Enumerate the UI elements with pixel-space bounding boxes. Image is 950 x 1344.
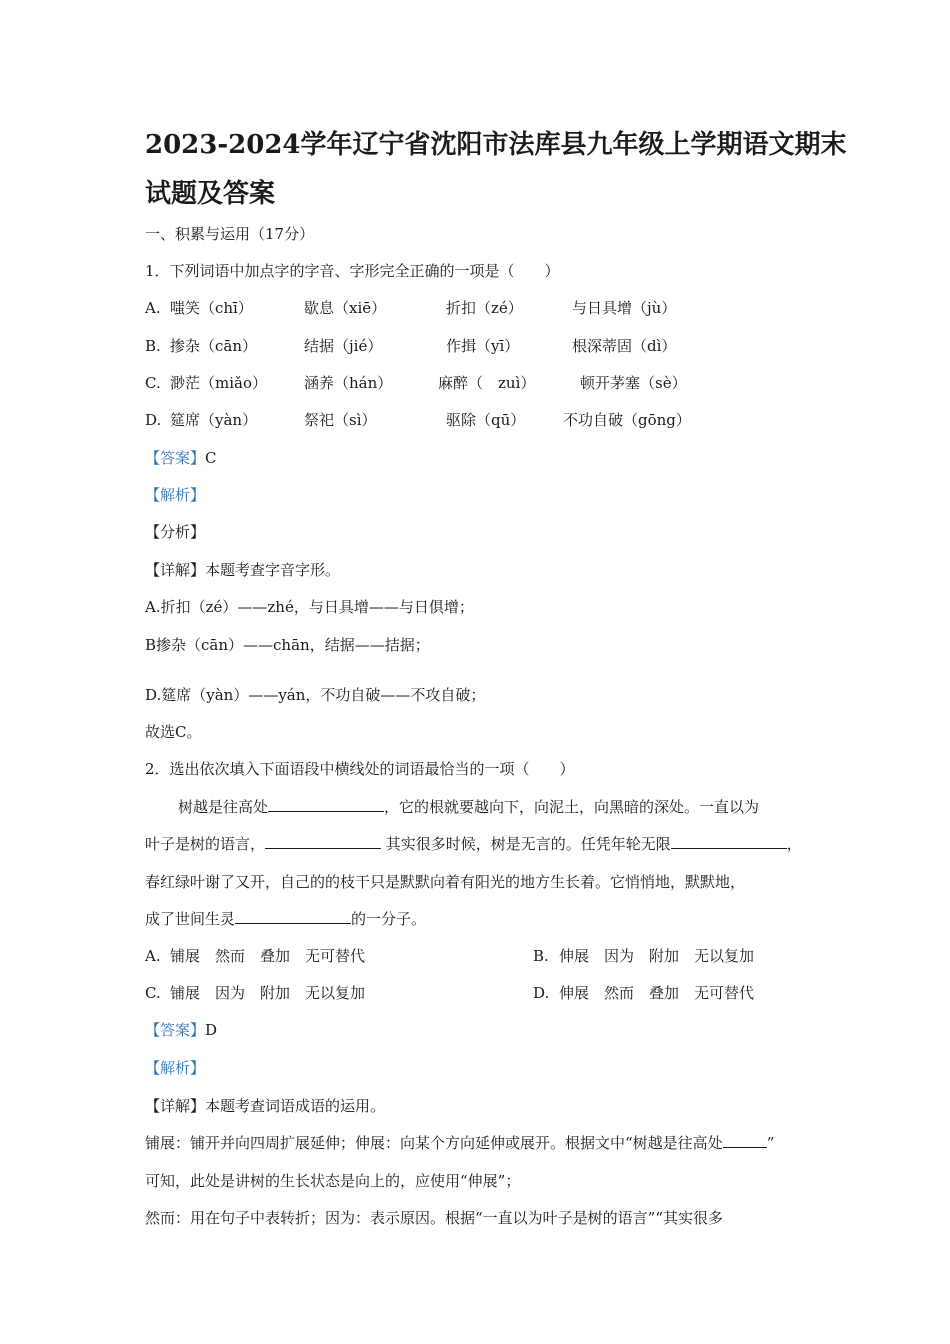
q1-option-b-item: 结据（jié） <box>304 337 383 355</box>
q2-detail <box>145 1096 385 1116</box>
question-2-stem: 2．选出依次填入下面语段中横线处的词语最恰当的一项（ ） <box>145 760 575 778</box>
q1-option-b-item: 根深蒂固（dì） <box>572 337 677 355</box>
q2-option-b-label: B. <box>533 947 549 965</box>
fill-blank <box>268 797 384 812</box>
explain-text: ” <box>766 1134 775 1152</box>
q2-option-c-label: C. <box>145 984 161 1002</box>
q2-analysis-tag: 【解析】 <box>145 1059 206 1077</box>
q2-option-d-text: 伸展 然而 叠加 无可替代 <box>559 984 755 1002</box>
explain-text: 铺展：铺开并向四周扩展延伸；伸展：向某个方向延伸或展开。根据文中“树越是往高处 <box>145 1134 723 1152</box>
detail-tag: 【详解】 <box>145 561 206 579</box>
q2-option-b-text: 伸展 因为 附加 无以复加 <box>559 947 755 965</box>
q2-option-d-label: D. <box>533 984 550 1002</box>
q1-option-b-item: 掺杂（cān） <box>170 337 258 355</box>
passage-text: 其实很多时候，树是无言的。任凭年轮无限 <box>381 835 671 853</box>
q1-option-b-item: 作揖（yī） <box>446 337 520 355</box>
section-heading: 一、积累与运用（17分） <box>145 225 315 243</box>
q1-option-a-item: 折扣（zé） <box>446 299 523 317</box>
q1-option-a-item: 嗤笑（chī） <box>170 299 253 317</box>
q2-option-a-text: 铺展 然而 叠加 无可替代 <box>170 947 366 965</box>
q1-detail <box>145 560 340 580</box>
q1-option-d-item: 不功自破（gōng） <box>563 411 691 429</box>
q1-option-c-item: 麻醉（ zuì） <box>438 374 536 392</box>
q2-option-a-label: A. <box>145 947 161 965</box>
answer-value: C <box>205 449 217 467</box>
q1-option-a-item: 歇息（xiē） <box>304 299 387 317</box>
q1-option-a-label: A. <box>145 299 161 317</box>
q1-option-c-item: 顿开茅塞（sè） <box>580 374 687 392</box>
q2-passage-line <box>178 797 759 817</box>
q1-option-d-item: 驱除（qū） <box>446 411 526 429</box>
q1-option-b-label: B. <box>145 337 161 355</box>
passage-text: 树越是往高处 <box>178 798 269 816</box>
detail-tag: 【详解】 <box>145 1097 206 1115</box>
passage-text: 成了世间生灵 <box>145 910 236 928</box>
q2-option-c-text: 铺展 因为 附加 无以复加 <box>170 984 366 1002</box>
answer-tag: 【答案】 <box>145 1021 206 1039</box>
q1-explain-line: 故选C。 <box>145 723 202 741</box>
q1-option-d-item: 筵席（yàn） <box>170 411 258 429</box>
detail-text: 本题考查字音字形。 <box>205 561 341 579</box>
answer-value: D <box>205 1021 218 1039</box>
q2-passage-line <box>145 909 426 929</box>
q1-option-a-item: 与日具增（jù） <box>572 299 677 317</box>
q2-answer <box>145 1020 217 1040</box>
q1-explain-line: A.折扣（zé）——zhé，与日具增——与日俱增； <box>145 598 474 616</box>
fill-blank <box>235 909 351 924</box>
q2-passage-line <box>145 834 802 854</box>
q1-fenxi-tag: 【分析】 <box>145 523 206 541</box>
document-title-line1: 2023-2024学年辽宁省沈阳市法库县九年级上学期语文期末 <box>145 130 847 160</box>
q1-option-d-label: D. <box>145 411 162 429</box>
detail-text: 本题考查词语成语的运用。 <box>205 1097 386 1115</box>
q1-analysis-tag: 【解析】 <box>145 486 206 504</box>
document-title-line2: 试题及答案 <box>145 179 276 209</box>
passage-text: 叶子是树的语言， <box>145 835 266 853</box>
passage-text: ，它的根就要越向下，向泥土，向黑暗的深处。一直以为 <box>384 798 760 816</box>
passage-text: ， <box>786 835 802 853</box>
q1-option-c-item: 涵养（hán） <box>304 374 393 392</box>
fill-blank <box>723 1133 767 1148</box>
question-1-stem: 1．下列词语中加点字的字音、字形完全正确的一项是（ ） <box>145 262 560 280</box>
q1-option-d-item: 祭祀（sì） <box>304 411 377 429</box>
fill-blank <box>671 834 787 849</box>
q2-explain-line: 可知，此处是讲树的生长状态是向上的，应使用“伸展”； <box>145 1172 521 1190</box>
answer-tag: 【答案】 <box>145 449 206 467</box>
passage-text: 的一分子。 <box>351 910 427 928</box>
q2-passage-line: 春红绿叶谢了又开，自己的的枝干只是默默向着有阳光的地方生长着。它悄悄地，默默地， <box>145 873 746 891</box>
q1-explain-line: B掺杂（cān）——chān，结据——拮据； <box>145 636 430 654</box>
q1-explain-line: D.筵席（yàn）——yán，不功自破——不攻自破； <box>145 686 486 704</box>
q1-option-c-label: C. <box>145 374 161 392</box>
q1-answer <box>145 448 217 468</box>
fill-blank <box>265 834 381 849</box>
q2-explain-line: 然而：用在句子中表转折；因为：表示原因。根据“一直以为叶子是树的语言”“其实很多 <box>145 1209 724 1227</box>
q1-option-c-item: 渺茫（miǎo） <box>170 374 267 392</box>
q2-explain-line <box>145 1133 774 1153</box>
